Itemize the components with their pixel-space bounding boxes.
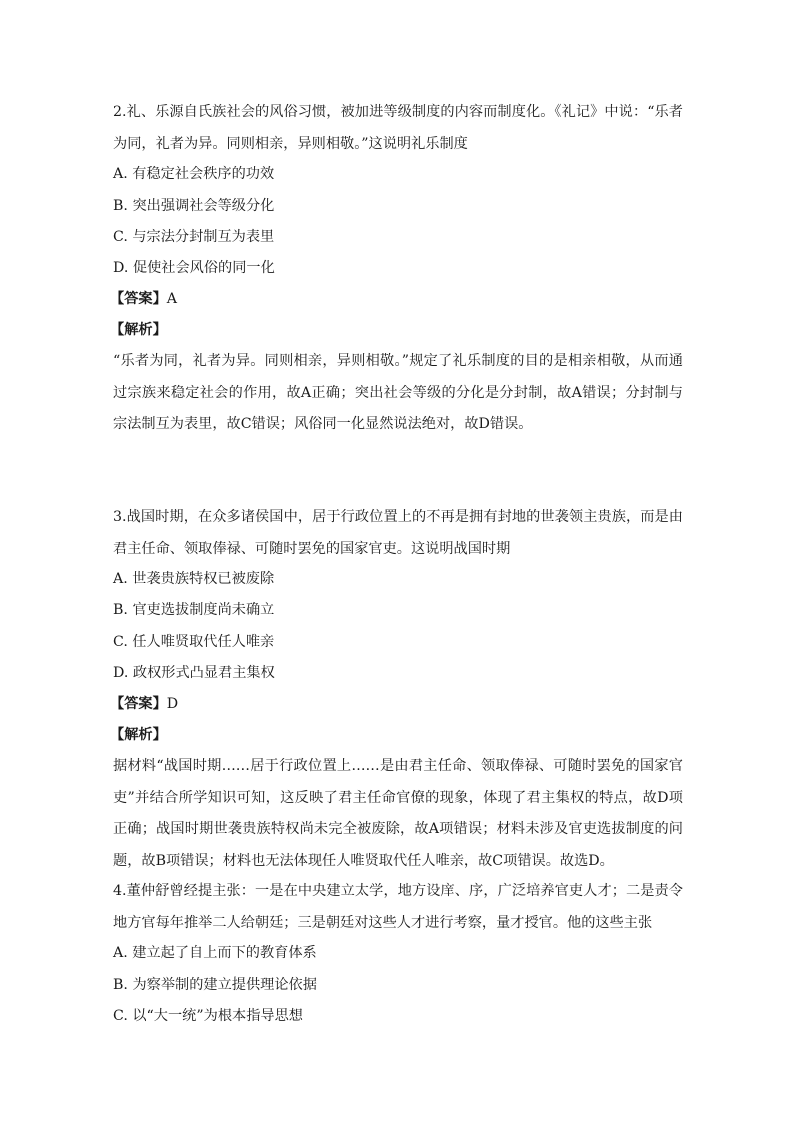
question-2-answer — [110, 289, 690, 309]
answer-label: 【答案】 — [110, 291, 167, 307]
question-2-option-d: D. 促使社会风俗的同一化 — [113, 260, 275, 276]
question-4-stem: 4.董仲舒曾经提主张：一是在中央建立太学，地方设庠、序，广泛培养官吏人才；二是责令地方官每年推举二人给朝廷；三是朝廷对这些人才进行考察，量才授官。他的这些主张 — [113, 883, 683, 931]
question-3-stem: 3.战国时期，在众多诸侯国中，居于行政位置上的不再是拥有封地的世袭领主贵族，而是由君主任命、领取俸禄、可随时罢免的国家官吏。这说明战国时期 — [113, 509, 683, 557]
question-2-stem: 2.礼、乐源自氏族社会的风俗习惯，被加进等级制度的内容而制度化。《礼记》中说：“乐者为同，礼者为异。同则相亲，异则相敬。”这说明礼乐制度 — [113, 104, 683, 152]
question-3-option-d: D. 政权形式凸显君主集权 — [113, 665, 275, 681]
question-2-analysis-label: 【解析】 — [110, 322, 167, 338]
question-4-option-b: B. 为察举制的建立提供理论依据 — [113, 977, 317, 993]
answer-label: 【答案】 — [110, 696, 167, 712]
question-3-option-a: A. 世袭贵族特权已被废除 — [113, 571, 275, 587]
question-3-option-c: C. 任人唯贤取代任人唯亲 — [113, 634, 275, 650]
question-2-option-a: A. 有稳定社会秩序的功效 — [113, 166, 275, 182]
question-3-option-b: B. 官吏选拔制度尚未确立 — [113, 602, 275, 618]
question-2-option-b: B. 突出强调社会等级分化 — [113, 198, 275, 214]
question-3-answer — [110, 694, 690, 714]
question-3-analysis: 据材料“战国时期……居于行政位置上……是由君主任命、领取俸禄、可随时罢免的国家官吏”并结合所学知识可知，这反映了君主任命官僚的现象，体现了君主集权的特点，故D项正确；战国时期世袭贵族特权尚未完全被废除，故A项错误；材料未涉及官吏选拔制度的问题，故B项错误；材料也无法体现任人唯贤取代任人唯亲，故C项错误。故选D。 — [113, 758, 683, 869]
question-2-analysis: “乐者为同，礼者为异。同则相亲，异则相敬。”规定了礼乐制度的目的是相亲相敬，从而通过宗族来稳定社会的作用，故A正确；突出社会等级的分化是分封制，故A错误；分封制与宗法制互为表里，故C错误；风俗同一化显然说法绝对，故D错误。 — [113, 353, 683, 432]
question-3-analysis-label: 【解析】 — [110, 727, 167, 743]
answer-value: A — [166, 291, 178, 307]
question-4-option-c: C. 以“大一统”为根本指导思想 — [113, 1008, 303, 1024]
question-2-option-c: C. 与宗法分封制互为表里 — [113, 229, 275, 245]
answer-value: D — [166, 696, 179, 712]
question-4-option-a: A. 建立起了自上而下的教育体系 — [113, 945, 317, 961]
